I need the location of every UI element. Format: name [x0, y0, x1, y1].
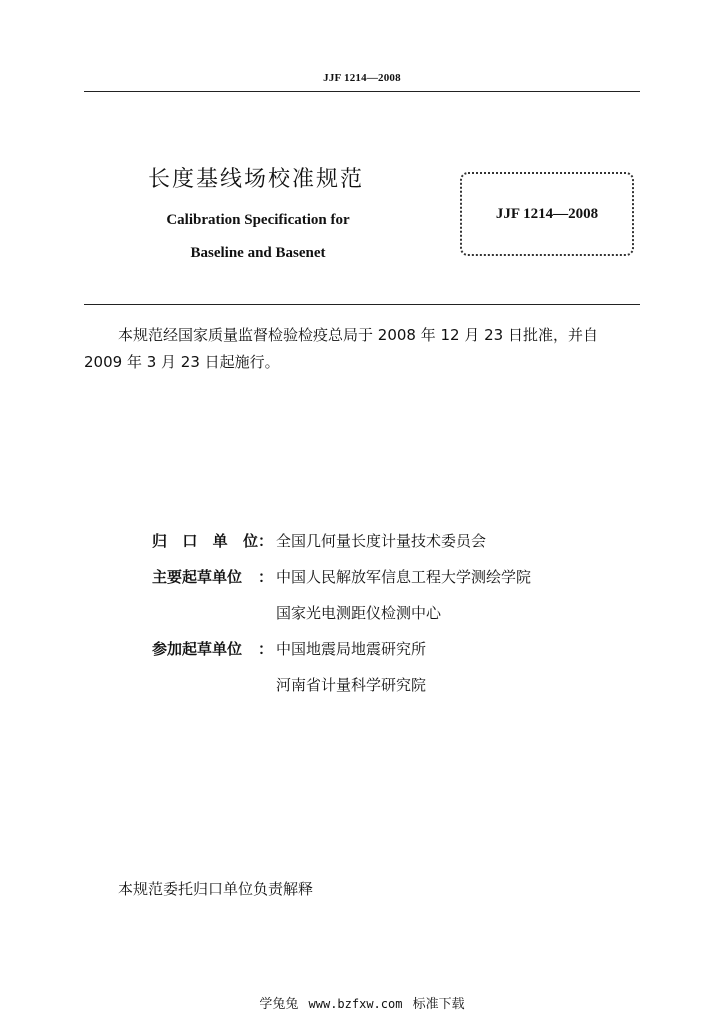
page-footer — [0, 993, 724, 1012]
standard-code-box — [460, 172, 634, 256]
main-drafting-row-cont — [152, 594, 531, 630]
label-colon: ： — [258, 639, 274, 658]
title-english-line1: Calibration Specification for — [166, 212, 350, 228]
label-char: 单 — [212, 531, 228, 550]
participating-row — [152, 630, 531, 666]
responsible-unit-label — [152, 530, 258, 551]
title-rule — [84, 304, 640, 305]
label-char: 位 — [242, 531, 258, 550]
main-drafting-label: 主要起草单位 — [152, 567, 243, 586]
label-char: 口 — [182, 531, 198, 550]
label-colon: ： — [258, 531, 274, 550]
label-char: 归 — [152, 531, 168, 550]
main-drafting-unit-1: 中国人民解放军信息工程大学测绘学院 — [276, 567, 532, 586]
footer-site-link[interactable]: www.bzfxw.com — [308, 997, 403, 1011]
responsible-unit-value: 全国几何量长度计量技术委员会 — [276, 531, 487, 550]
responsibility-note: 本规范委托归口单位负责解释 — [118, 880, 314, 898]
title-english-line2: Baseline and Basenet — [190, 245, 326, 261]
main-drafting-unit-2: 国家光电测距仪检测中心 — [276, 603, 442, 622]
participating-unit-1: 中国地震局地震研究所 — [276, 639, 427, 658]
participating-unit-2: 河南省计量科学研究院 — [276, 675, 427, 694]
organization-list — [152, 522, 531, 702]
title-chinese: 长度基线场校准规范 — [148, 167, 365, 192]
approval-statement — [84, 322, 640, 376]
standard-code: JJF 1214—2008 — [495, 206, 599, 222]
footer-tagline: 标准下载 — [412, 997, 465, 1012]
participating-label: 参加起草单位 — [152, 639, 243, 658]
responsible-unit-row — [152, 522, 531, 558]
approval-line-2: 2009 年 3 月 23 日起施行。 — [84, 353, 280, 371]
approval-line-1: 本规范经国家质量监督检验检疫总局于 2008 年 12 月 23 日批准，并自 — [118, 326, 598, 344]
label-colon: ： — [258, 567, 274, 586]
running-header-code: JJF 1214—2008 — [323, 72, 401, 84]
header-rule — [84, 91, 640, 92]
footer-brand: 学兔兔 — [259, 997, 299, 1012]
main-drafting-row — [152, 558, 531, 594]
participating-row-cont — [152, 666, 531, 702]
